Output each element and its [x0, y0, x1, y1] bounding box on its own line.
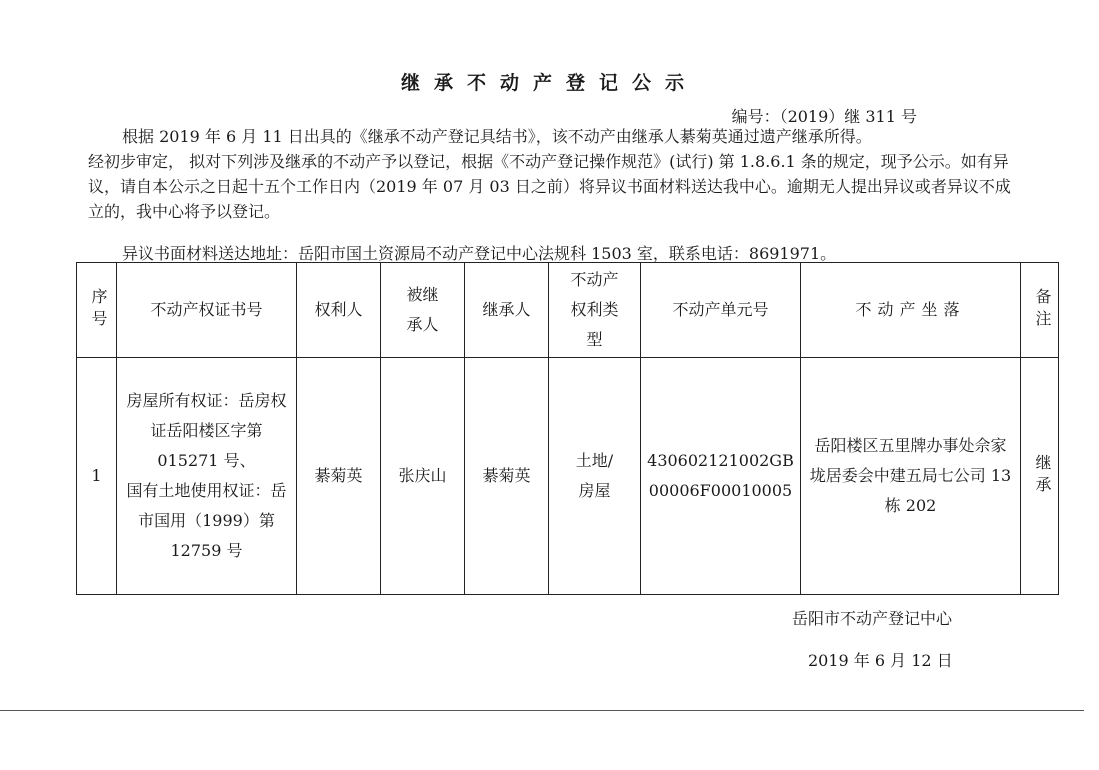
document-number: 编号：（2019）继 311 号 — [731, 107, 917, 126]
header-location: 不动产坐落 — [801, 263, 1021, 358]
paragraph-objection-address: 异议书面材料送达地址：岳阳市国土资源局不动产登记中心法规科 1503 室，联系电话：8691971。 — [122, 244, 837, 263]
bottom-divider — [0, 710, 1084, 711]
issuing-organization: 岳阳市不动产登记中心 — [792, 609, 953, 628]
cell-right-holder: 綦菊英 — [297, 358, 381, 595]
paragraph-announcement: 经初步审定， 拟对下列涉及继承的不动产予以登记，根据《不动产登记操作规范》(试行) 第 1.8.6.1 条的规定，现予公示。如有异议，请自本公示之日起十五个工作日内（2019 年 07 月 03 日之前）将异议书面材料送达我中心。逾期无人提出异议或者异议不成立的，我中心将予以登记。 — [88, 152, 1011, 221]
table-header-row — [77, 263, 1059, 358]
cell-cert-no: 房屋所有权证：岳房权证岳阳楼区字第 015271 号、 国有土地使用权证：岳市国用（1999）第 12759 号 — [117, 358, 297, 595]
header-right-holder: 权利人 — [297, 263, 381, 358]
header-seq: 序号 — [77, 263, 117, 358]
header-remark: 备注 — [1021, 263, 1059, 358]
issue-date: 2019 年 6 月 12 日 — [808, 651, 953, 670]
cell-heir: 綦菊英 — [465, 358, 549, 595]
cell-decedent: 张庆山 — [381, 358, 465, 595]
table-row — [77, 358, 1059, 595]
header-decedent: 被继承人 — [381, 263, 465, 358]
header-right-type: 不动产权利类型 — [549, 263, 641, 358]
header-heir: 继承人 — [465, 263, 549, 358]
cell-unit-no: 430602121002GB00006F00010005 — [641, 358, 801, 595]
cell-location: 岳阳楼区五里牌办事处佘家垅居委会中建五局七公司 13 栋 202 — [801, 358, 1021, 595]
cell-seq: 1 — [77, 358, 117, 595]
header-cert-no: 不动产权证书号 — [117, 263, 297, 358]
registration-table — [76, 262, 1059, 595]
cell-remark: 继承 — [1021, 358, 1059, 595]
paragraph-basis: 根据 2019 年 6 月 11 日出具的《继承不动产登记具结书》，该不动产由继承人綦菊英通过遗产继承所得。 — [122, 127, 872, 146]
cell-right-type: 土地/房屋 — [549, 358, 641, 595]
document-title: 继承不动产登记公示 — [400, 72, 698, 94]
header-unit-no: 不动产单元号 — [641, 263, 801, 358]
